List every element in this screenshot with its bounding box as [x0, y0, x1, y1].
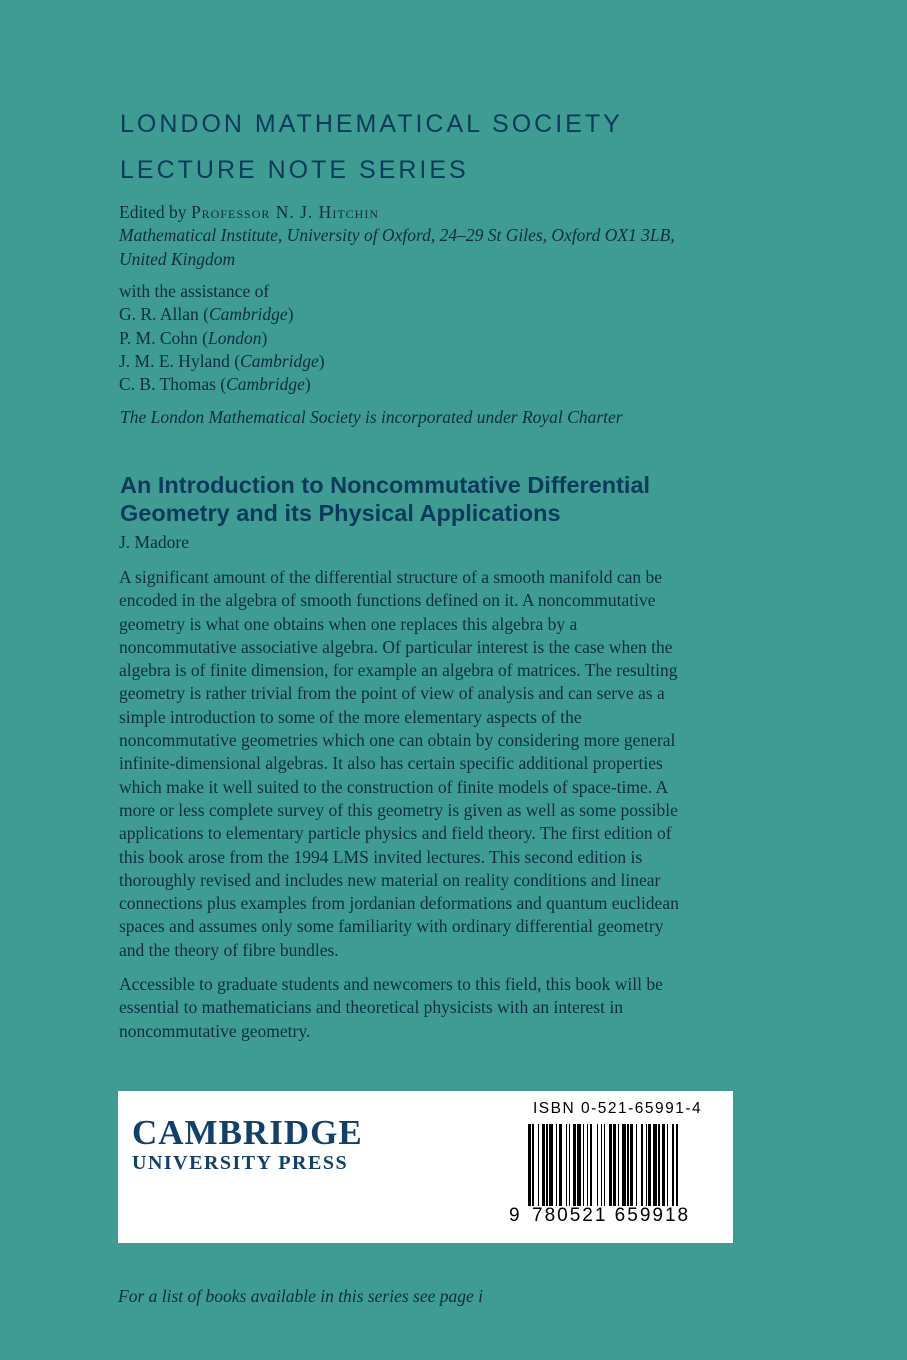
abstract-line: spaces and assumes only some familiarity with ordinary differential geometry: [119, 916, 664, 937]
barcode-bar: [604, 1124, 605, 1206]
barcode-bar: [609, 1124, 612, 1206]
abstract-line: geometry is what one obtains when one replaces this algebra by a: [119, 613, 578, 634]
barcode-bar: [653, 1124, 657, 1206]
publisher-subtitle: UNIVERSITY PRESS: [132, 1152, 349, 1174]
barcode-bar: [549, 1124, 553, 1206]
assistant-item: [119, 373, 325, 396]
abstract-line: geometry is rather trivial from the point of view of analysis and can serve as a: [119, 683, 665, 704]
publisher-name: CAMBRIDGE: [132, 1113, 363, 1152]
assistant-name: J. M. E. Hyland (: [119, 350, 241, 371]
abstract-line: infinite-dimensional algebras. It also has certain specific additional properties: [119, 753, 663, 774]
series-title-line2: LECTURE NOTE SERIES: [120, 156, 469, 184]
barcode-bar: [546, 1124, 547, 1206]
barcode-digits: 780521 659918: [532, 1205, 691, 1226]
assistant-name: P. M. Cohn (: [119, 327, 208, 348]
publisher-logo: [132, 1115, 363, 1175]
barcode-bar: [583, 1124, 584, 1206]
book-author: J. Madore: [119, 532, 189, 552]
barcode-bar: [630, 1124, 633, 1206]
editor-block: [119, 201, 675, 271]
abstract-line: which make it well suited to the construction of finite models of space-time. A: [119, 776, 669, 797]
assistant-paren: ): [261, 327, 268, 348]
abstract-line: algebra is of finite dimension, for example an algebra of matrices. The resulting: [119, 660, 678, 681]
abstract-line: essential to mathematicians and theoretical physicists with an interest in: [119, 997, 623, 1018]
barcode-bar: [528, 1124, 531, 1206]
book-title-line1: An Introduction to Noncommutative Differential: [120, 472, 651, 498]
barcode-bar: [556, 1124, 557, 1206]
assistant-item: [119, 327, 325, 350]
assistant-name: G. R. Allan (: [119, 304, 209, 325]
assistant-name: C. B. Thomas (: [119, 374, 227, 395]
series-list-note: For a list of books available in this series see page i: [118, 1286, 484, 1306]
abstract-line: thoroughly revised and includes new material on reality conditions and linear: [119, 869, 661, 890]
barcode-bar: [569, 1124, 570, 1206]
barcode-bar: [573, 1124, 576, 1206]
assistant-paren: ): [304, 374, 311, 395]
barcode-bar: [672, 1124, 673, 1206]
editor-name: Professor N. J. Hitchin: [190, 202, 379, 222]
barcode-bar: [613, 1124, 616, 1206]
barcode-bar: [676, 1124, 677, 1206]
editor-prefix: Edited by: [119, 202, 191, 222]
assistant-place: London: [207, 327, 262, 348]
abstract-line: more or less complete survey of this geometry is given as well as some possible: [119, 799, 678, 820]
barcode-bar: [597, 1124, 598, 1206]
assistance-block: [119, 280, 325, 396]
barcode-bar: [587, 1124, 588, 1206]
abstract-line: Accessible to graduate students and newcomers to this field, this book will be: [119, 974, 663, 994]
barcode-bar: [667, 1124, 668, 1206]
abstract-line: noncommutative geometry.: [119, 1020, 311, 1041]
barcode-bar: [662, 1124, 665, 1206]
barcode-bar: [622, 1124, 626, 1206]
publisher-barcode-panel: [118, 1091, 733, 1243]
editor-address-line1: Mathematical Institute, University of Oxford, 24–29 St Giles, Oxford OX1 3LB,: [119, 225, 675, 246]
assistant-place: Cambridge: [240, 350, 319, 371]
barcode: [528, 1124, 721, 1206]
assistant-place: Cambridge: [226, 374, 305, 395]
barcode-bar: [658, 1124, 659, 1206]
editor-line: [119, 201, 675, 224]
abstract-paragraph-1: [119, 566, 679, 962]
barcode-bar: [542, 1124, 545, 1206]
abstract-line: simple introduction to some of the more elementary aspects of the: [119, 706, 582, 727]
barcode-bar: [636, 1124, 637, 1206]
abstract-line: noncommutative geometries which one can obtain by considering more general: [119, 730, 676, 751]
assistant-paren: ): [287, 304, 294, 325]
barcode-bar: [648, 1124, 651, 1206]
assistant-paren: ): [318, 350, 325, 371]
abstract-line: and the theory of fibre bundles.: [119, 939, 339, 960]
barcode-bar: [559, 1124, 562, 1206]
assistance-intro: with the assistance of: [119, 281, 270, 301]
barcode-bar: [601, 1124, 602, 1206]
barcode-bar: [538, 1124, 539, 1206]
book-title-line2: Geometry and its Physical Applications: [120, 499, 561, 526]
editor-address-line2: United Kingdom: [119, 248, 236, 269]
barcode-bar: [618, 1124, 619, 1206]
barcode-bar: [577, 1124, 581, 1206]
abstract-line: encoded in the algebra of smooth functions defined on it. A noncommutative: [119, 590, 656, 611]
assistant-item: [119, 303, 325, 326]
abstract-line: A significant amount of the differential structure of a smooth manifold can be: [119, 567, 662, 587]
isbn-label: ISBN 0-521-65991-4: [533, 1100, 703, 1117]
royal-charter-note: The London Mathematical Society is incorporated under Royal Charter: [120, 407, 623, 427]
barcode-bar: [590, 1124, 593, 1206]
assistant-place: Cambridge: [208, 304, 288, 325]
assistant-item: [119, 350, 325, 373]
barcode-bar: [646, 1124, 647, 1206]
abstract-line: noncommutative associative algebra. Of particular interest is the case when the: [119, 636, 673, 657]
series-title-line1: LONDON MATHEMATICAL SOCIETY: [120, 110, 623, 138]
book-title: [120, 472, 650, 527]
abstract-line: this book arose from the 1994 LMS invited lectures. This second edition is: [119, 846, 643, 867]
barcode-first-digit: 9: [509, 1205, 520, 1226]
barcode-bar: [627, 1124, 628, 1206]
abstract-paragraph-2: [119, 973, 663, 1043]
abstract-line: connections plus examples from jordanian deformations and quantum euclidean: [119, 893, 679, 914]
barcode-bar: [532, 1124, 533, 1206]
barcode-bar: [566, 1124, 567, 1206]
barcode-bar: [641, 1124, 642, 1206]
abstract-line: applications to elementary particle physics and field theory. The first edition of: [119, 823, 672, 844]
